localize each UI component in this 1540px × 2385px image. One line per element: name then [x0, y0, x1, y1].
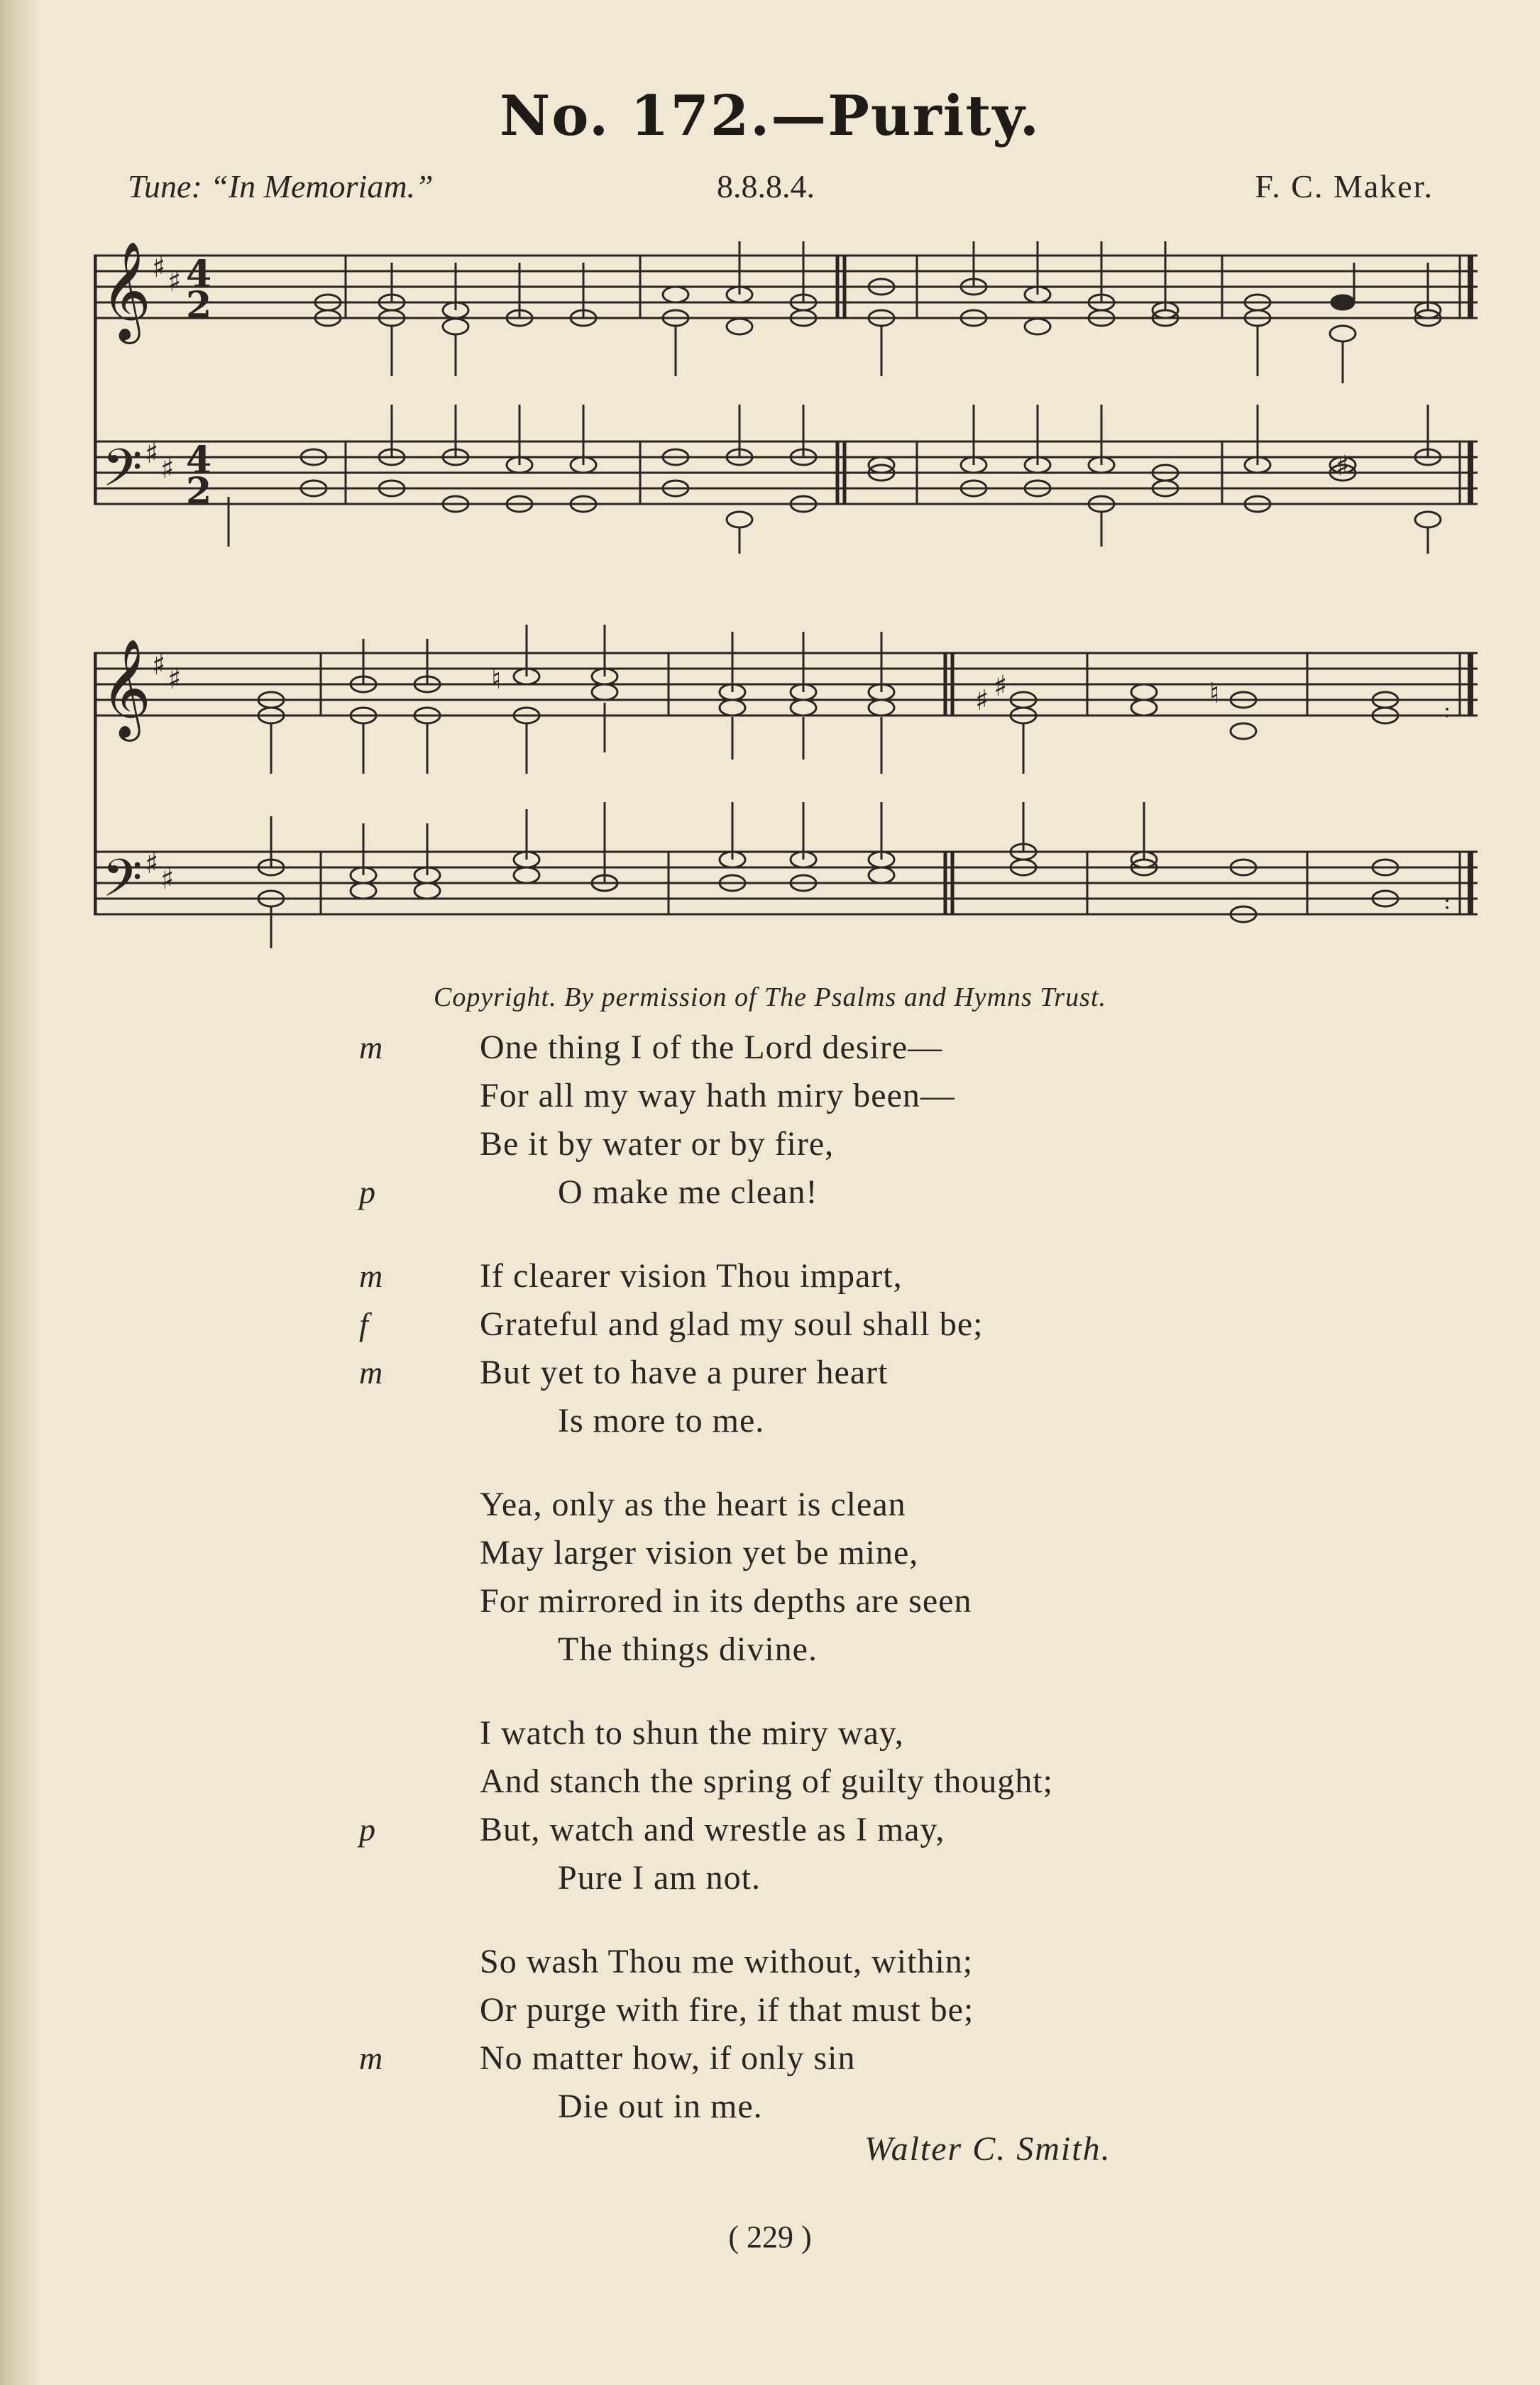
page-number: ( 229 ): [728, 2220, 812, 2254]
verse-text: If clearer vision Thou impart,: [480, 1257, 903, 1295]
svg-text:♯: ♯: [975, 684, 989, 717]
stanza: [359, 1938, 1320, 2131]
verse-line: [397, 1072, 1320, 1120]
verse-text: May larger vision yet be mine,: [480, 1534, 919, 1572]
verse-line: [397, 1986, 1320, 2034]
verse-line: [397, 1529, 1320, 1577]
verse-text: No matter how, if only sin: [480, 2039, 856, 2077]
svg-text::: :: [1443, 889, 1451, 914]
verse-line: [397, 1758, 1320, 1806]
svg-text:♯: ♯: [167, 265, 182, 298]
svg-text:𝄢: 𝄢: [102, 437, 143, 510]
verse-text: One thing I of the Lord desire—: [480, 1029, 943, 1066]
verse-text: But yet to have a purer heart: [480, 1354, 889, 1391]
dynamic-mark: m: [359, 1029, 383, 1065]
tune-name: Tune: “In Memoriam.”: [128, 168, 434, 204]
svg-text:♯: ♯: [160, 453, 175, 486]
verse-text: O make me clean!: [558, 1173, 818, 1211]
music-system-1: [94, 234, 1485, 554]
svg-text:4: 4: [186, 253, 212, 296]
music-score-icon: [94, 610, 1485, 951]
hymn-verses: [359, 1024, 1320, 2166]
svg-text:4: 4: [186, 439, 212, 482]
svg-text:2: 2: [186, 470, 212, 513]
page-edge: [0, 0, 37, 2385]
svg-text::: :: [1443, 698, 1451, 723]
verse-line: [359, 1349, 1320, 1397]
music-system-2: [94, 610, 1485, 951]
svg-text:2: 2: [186, 284, 212, 327]
verse-text: For mirrored in its depths are seen: [480, 1582, 972, 1620]
hymn-title: No. 172.—Purity.: [500, 84, 1040, 148]
verse-line: [397, 1854, 1320, 1902]
stanza: [359, 1024, 1320, 1217]
verse-line: [397, 1577, 1320, 1625]
svg-text:𝄞: 𝄞: [101, 241, 151, 340]
dynamic-mark: m: [359, 1258, 383, 1294]
dynamic-mark: m: [359, 2040, 383, 2076]
music-score-icon: [94, 234, 1485, 554]
svg-text:♯: ♯: [160, 863, 175, 896]
verse-line: [397, 1625, 1320, 1674]
tune-line: [128, 168, 1434, 210]
verse-line: [397, 2083, 1320, 2131]
verse-line: [397, 1120, 1320, 1168]
dynamic-mark: m: [359, 1354, 383, 1391]
dynamic-mark: f: [359, 1306, 368, 1342]
hymn-author: Walter C. Smith.: [864, 2130, 1111, 2168]
svg-text:♯: ♯: [994, 670, 1008, 703]
svg-text:♮: ♮: [491, 663, 502, 696]
svg-text:𝄢: 𝄢: [102, 848, 143, 921]
verse-line: [359, 1024, 1320, 1072]
verse-text: And stanch the spring of guilty thought;: [480, 1762, 1053, 1800]
svg-text:𝄞: 𝄞: [101, 639, 151, 738]
dynamic-mark: p: [359, 1811, 375, 1848]
verse-text: Pure I am not.: [558, 1859, 761, 1897]
svg-text:♯: ♯: [152, 649, 166, 681]
verse-line: [397, 1709, 1320, 1758]
verse-text: For all my way hath miry been—: [480, 1077, 955, 1114]
verse-line: [397, 1938, 1320, 1986]
svg-text:♯: ♯: [145, 848, 159, 880]
verse-line: [359, 1168, 1320, 1217]
verse-line: [359, 2034, 1320, 2083]
svg-text:♯: ♯: [145, 437, 159, 470]
verse-line: [359, 1300, 1320, 1349]
verse-text: Be it by water or by fire,: [480, 1125, 835, 1163]
verse-text: Die out in me.: [558, 2088, 763, 2125]
verse-line: [397, 1481, 1320, 1529]
svg-text:♯: ♯: [1336, 450, 1350, 483]
svg-text:♯: ♯: [167, 663, 182, 696]
svg-text:♯: ♯: [152, 251, 166, 284]
composer: F. C. Maker.: [1255, 168, 1434, 204]
verse-text: But, watch and wrestle as I may,: [480, 1811, 945, 1848]
copyright-note: Copyright. By permission of The Psalms and Hymns Trust.: [433, 982, 1107, 1012]
stanza: [397, 1481, 1320, 1674]
verse-line: [359, 1806, 1320, 1854]
verse-text: The things divine.: [558, 1630, 818, 1668]
verse-text: Grateful and glad my soul shall be;: [480, 1305, 984, 1343]
verse-text: Yea, only as the heart is clean: [480, 1486, 906, 1523]
svg-text:♮: ♮: [1209, 677, 1220, 710]
verse-line: [359, 1252, 1320, 1300]
verse-text: Is more to me.: [558, 1402, 765, 1440]
verse-text: Or purge with fire, if that must be;: [480, 1991, 974, 2029]
verse-line: [397, 1397, 1320, 1445]
stanza: [359, 1709, 1320, 1902]
verse-text: So wash Thou me without, within;: [480, 1943, 974, 1980]
verse-text: I watch to shun the miry way,: [480, 1714, 904, 1752]
meter: 8.8.8.4.: [717, 168, 815, 204]
stanza: [359, 1252, 1320, 1445]
dynamic-mark: p: [359, 1174, 375, 1210]
